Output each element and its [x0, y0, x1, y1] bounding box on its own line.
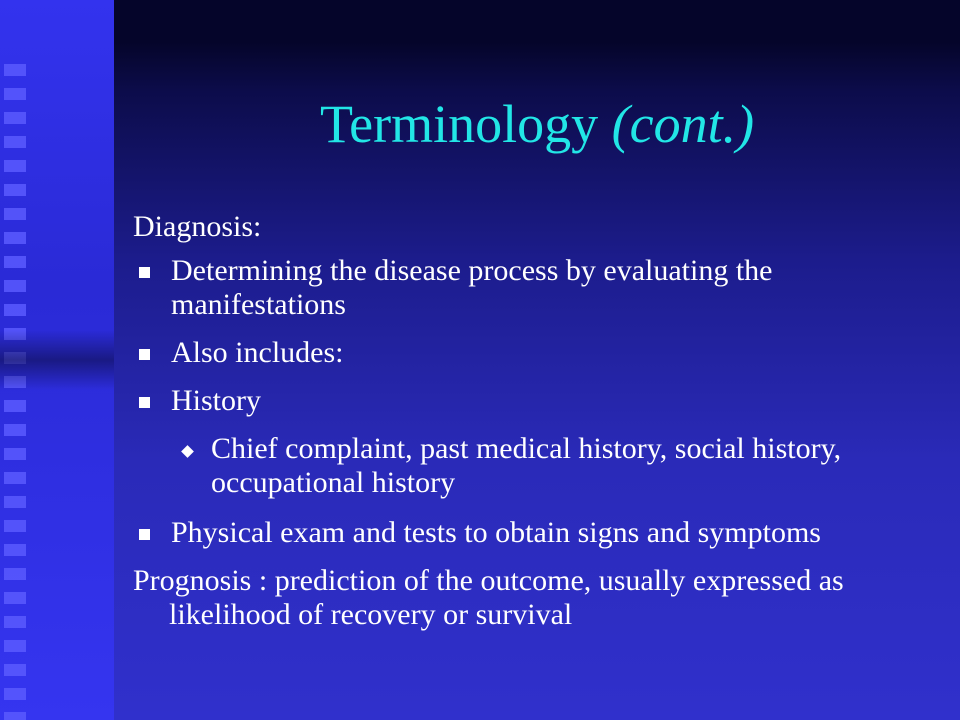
bullet-item	[133, 336, 933, 370]
sub-bullet-item	[133, 432, 933, 500]
diamond-bullet-icon	[181, 445, 194, 458]
title-suffix: (cont.)	[611, 94, 755, 154]
title-main: Terminology	[319, 94, 599, 154]
bullet-text: History	[171, 384, 261, 417]
square-bullet-icon	[139, 529, 150, 540]
square-bullet-icon	[139, 397, 150, 408]
bullet-item	[133, 254, 933, 322]
square-bullet-icon	[139, 267, 150, 278]
square-bullet-icon	[139, 349, 150, 360]
decorative-square-column	[4, 64, 26, 720]
prognosis-paragraph: Prognosis : prediction of the outcome, usually expressed as likelihood of recovery or survival	[133, 564, 844, 631]
bullet-text: Physical exam and tests to obtain signs and symptoms	[171, 516, 821, 549]
left-decorative-band	[0, 0, 114, 720]
slide-title	[114, 92, 960, 156]
bullet-item	[133, 516, 933, 550]
bullet-text: Determining the disease process by evaluating the manifestations	[171, 254, 773, 321]
sub-bullet-text: Chief complaint, past medical history, social history, occupational history	[211, 432, 842, 499]
slide-body	[133, 210, 933, 632]
bullet-text: Also includes:	[171, 336, 344, 369]
bullet-item	[133, 384, 933, 418]
diagnosis-heading: Diagnosis:	[133, 210, 262, 243]
